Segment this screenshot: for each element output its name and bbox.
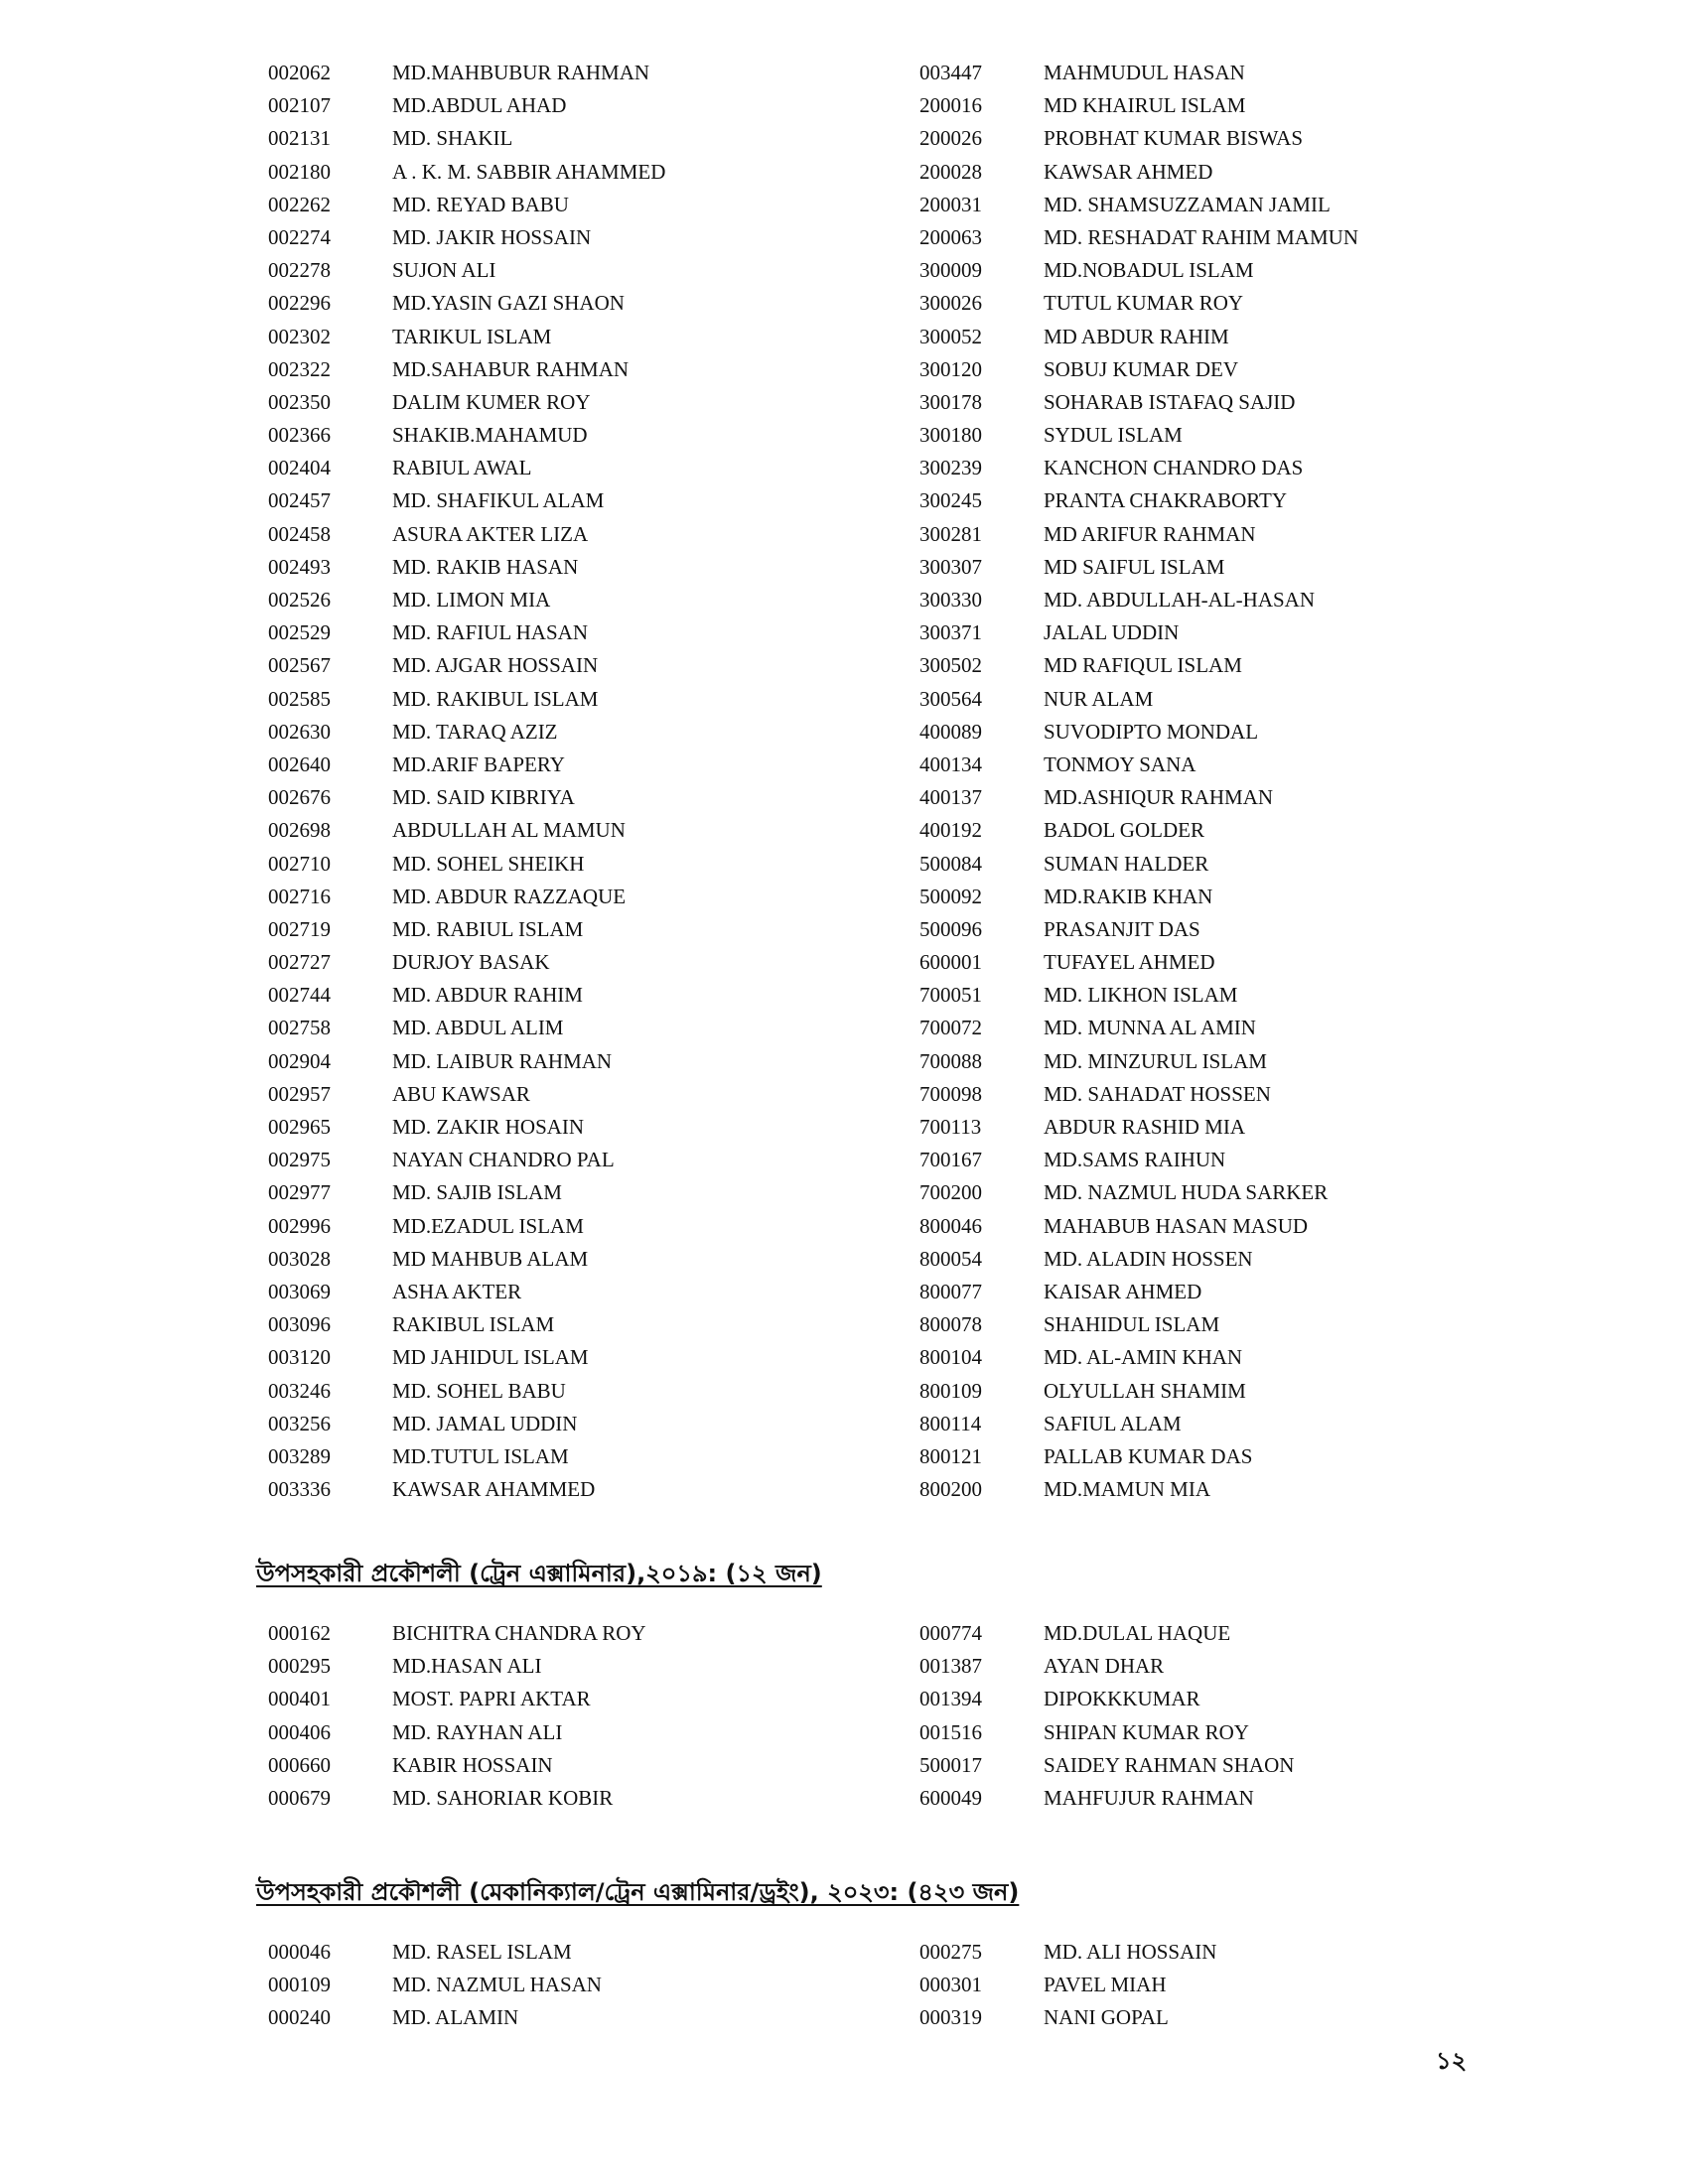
roll-number: 400137	[919, 785, 982, 810]
candidate-name: SHAHIDUL ISLAM	[1044, 1312, 1220, 1337]
candidate-list-3	[256, 1936, 1487, 2035]
candidate-list-2	[256, 1617, 1487, 1815]
candidate-name: SHAKIB.MAHAMUD	[392, 423, 588, 448]
roll-number: 000109	[268, 1973, 331, 1997]
candidate-name: MD. LAIBUR RAHMAN	[392, 1048, 613, 1073]
roll-number: 002996	[268, 1213, 331, 1238]
table-row	[256, 122, 1487, 155]
roll-number: 400089	[919, 719, 982, 744]
table-row	[256, 1936, 1487, 1969]
table-row	[256, 321, 1487, 353]
table-row	[256, 1969, 1487, 2001]
roll-number: 000406	[268, 1719, 331, 1744]
roll-number: 800078	[919, 1312, 982, 1337]
candidate-name: SUVODIPTO MONDAL	[1044, 719, 1259, 744]
table-row	[256, 1440, 1487, 1473]
roll-number: 000301	[919, 1973, 982, 1997]
candidate-name: TUFAYEL AHMED	[1044, 950, 1215, 975]
table-row	[256, 814, 1487, 847]
candidate-name: MD. SHAMSUZZAMAN JAMIL	[1044, 192, 1331, 216]
table-row	[256, 1782, 1487, 1815]
candidate-name: MD. RAKIB HASAN	[392, 554, 579, 579]
candidate-name: MD.EZADUL ISLAM	[392, 1213, 584, 1238]
roll-number: 002567	[268, 653, 331, 678]
candidate-name: MD.RAKIB KHAN	[1044, 884, 1213, 908]
candidate-name: MD.SAHABUR RAHMAN	[392, 356, 630, 381]
roll-number: 002698	[268, 818, 331, 843]
table-row	[256, 287, 1487, 320]
table-row	[256, 1617, 1487, 1650]
roll-number: 002640	[268, 751, 331, 776]
candidate-name: KAWSAR AHAMMED	[392, 1477, 596, 1502]
candidate-name: MD. SHAKIL	[392, 126, 513, 151]
candidate-name: MD. NAZMUL HUDA SARKER	[1044, 1180, 1329, 1205]
roll-number: 003256	[268, 1411, 331, 1435]
page-number: ১২	[1436, 2047, 1468, 2075]
candidate-name: DALIM KUMER ROY	[392, 389, 591, 414]
table-row	[256, 716, 1487, 749]
candidate-name: MD. RAFIUL HASAN	[392, 620, 588, 645]
table-row	[256, 221, 1487, 254]
table-row	[256, 1308, 1487, 1341]
roll-number: 002965	[268, 1115, 331, 1139]
table-row	[256, 353, 1487, 386]
roll-number: 700072	[919, 1016, 982, 1040]
table-row	[256, 254, 1487, 287]
roll-number: 200016	[919, 93, 982, 118]
candidate-name: MD. NAZMUL HASAN	[392, 1973, 602, 1997]
roll-number: 002302	[268, 324, 331, 348]
roll-number: 002716	[268, 884, 331, 908]
candidate-name: KABIR HOSSAIN	[392, 1752, 553, 1777]
candidate-name: MD.MAHBUBUR RAHMAN	[392, 61, 650, 84]
roll-number: 002676	[268, 785, 331, 810]
roll-number: 700200	[919, 1180, 982, 1205]
roll-number: 800114	[919, 1411, 982, 1435]
table-row	[256, 551, 1487, 584]
roll-number: 002062	[268, 61, 331, 84]
candidate-name: PAVEL MIAH	[1044, 1973, 1167, 1997]
roll-number: 002727	[268, 950, 331, 975]
roll-number: 000162	[268, 1621, 331, 1645]
roll-number: 300307	[919, 554, 982, 579]
roll-number: 300026	[919, 291, 982, 316]
table-row	[256, 1716, 1487, 1749]
candidate-name: MD. ABDUR RAZZAQUE	[392, 884, 627, 908]
candidate-name: MD. SAID KIBRIYA	[392, 785, 575, 810]
table-row	[256, 1012, 1487, 1044]
candidate-name: MD RAFIQUL ISLAM	[1044, 653, 1242, 678]
candidate-name: MD. TARAQ AZIZ	[392, 719, 558, 744]
roll-number: 000774	[919, 1621, 982, 1645]
roll-number: 800046	[919, 1213, 982, 1238]
table-row	[256, 1144, 1487, 1176]
roll-number: 800109	[919, 1378, 982, 1403]
table-row	[256, 649, 1487, 682]
roll-number: 400192	[919, 818, 982, 843]
candidate-name: MD. ALI HOSSAIN	[1044, 1940, 1217, 1964]
table-row	[256, 1375, 1487, 1408]
section-heading-mechanical-2023: উপসহকারী প্রকৌশলী (মেকানিক্যাল/ট্রেন এক্সামিনার/ড্রইং), ২০২৩: (৪২৩ জন)	[256, 1878, 1020, 1906]
candidate-name: A . K. M. SABBIR AHAMMED	[392, 159, 666, 184]
roll-number: 300330	[919, 588, 982, 612]
roll-number: 800104	[919, 1345, 982, 1370]
roll-number: 002758	[268, 1016, 331, 1040]
roll-number: 800121	[919, 1443, 982, 1468]
candidate-name: PRASANJIT DAS	[1044, 916, 1200, 941]
roll-number: 700088	[919, 1048, 982, 1073]
roll-number: 300052	[919, 324, 982, 348]
candidate-name: RAKIBUL ISLAM	[392, 1312, 555, 1337]
roll-number: 001516	[919, 1719, 982, 1744]
roll-number: 003069	[268, 1279, 331, 1303]
candidate-name: MD. ABDUR RAHIM	[392, 983, 583, 1008]
roll-number: 002107	[268, 93, 331, 118]
roll-number: 800200	[919, 1477, 982, 1502]
roll-number: 200026	[919, 126, 982, 151]
table-row	[256, 386, 1487, 419]
table-row	[256, 57, 1487, 89]
roll-number: 600001	[919, 950, 982, 975]
roll-number: 002262	[268, 192, 331, 216]
candidate-name: TARIKUL ISLAM	[392, 324, 552, 348]
roll-number: 002719	[268, 916, 331, 941]
roll-number: 003096	[268, 1312, 331, 1337]
candidate-name: MD. JAMAL UDDIN	[392, 1411, 578, 1435]
roll-number: 300178	[919, 389, 982, 414]
candidate-name: MAHMUDUL HASAN	[1044, 61, 1245, 84]
candidate-name: SYDUL ISLAM	[1044, 423, 1183, 448]
roll-number: 300281	[919, 521, 982, 546]
candidate-name: MD JAHIDUL ISLAM	[392, 1345, 589, 1370]
roll-number: 002296	[268, 291, 331, 316]
roll-number: 002585	[268, 686, 331, 711]
candidate-name: SUJON ALI	[392, 258, 496, 283]
table-row	[256, 189, 1487, 221]
table-row	[256, 2001, 1487, 2034]
candidate-name: MD. LIMON MIA	[392, 588, 551, 612]
candidate-name: MD. MINZURUL ISLAM	[1044, 1048, 1267, 1073]
candidate-name: MAHFUJUR RAHMAN	[1044, 1785, 1254, 1810]
table-row	[256, 584, 1487, 616]
candidate-name: ABDULLAH AL MAMUN	[392, 818, 626, 843]
candidate-name: MD.MAMUN MIA	[1044, 1477, 1211, 1502]
candidate-name: MD. JAKIR HOSSAIN	[392, 224, 592, 249]
candidate-name: MOST. PAPRI AKTAR	[392, 1687, 591, 1711]
roll-number: 003289	[268, 1443, 331, 1468]
roll-number: 002180	[268, 159, 331, 184]
table-row	[256, 781, 1487, 814]
candidate-name: KAWSAR AHMED	[1044, 159, 1213, 184]
roll-number: 002350	[268, 389, 331, 414]
roll-number: 002526	[268, 588, 331, 612]
roll-number: 000046	[268, 1940, 331, 1964]
roll-number: 300180	[919, 423, 982, 448]
candidate-name: TUTUL KUMAR ROY	[1044, 291, 1244, 316]
table-row	[256, 881, 1487, 913]
candidate-name: MD. RAKIBUL ISLAM	[392, 686, 599, 711]
candidate-name: MD. ABDUL ALIM	[392, 1016, 564, 1040]
candidate-list-1	[256, 57, 1487, 1506]
candidate-name: NANI GOPAL	[1044, 2005, 1169, 2030]
table-row	[256, 749, 1487, 781]
candidate-name: MD. ABDULLAH-AL-HASAN	[1044, 588, 1315, 612]
candidate-name: MD ABDUR RAHIM	[1044, 324, 1229, 348]
table-row	[256, 1473, 1487, 1506]
roll-number: 002322	[268, 356, 331, 381]
table-row	[256, 1078, 1487, 1111]
candidate-name: ASURA AKTER LIZA	[392, 521, 589, 546]
table-row	[256, 1210, 1487, 1243]
candidate-name: MD. SHAFIKUL ALAM	[392, 488, 605, 513]
roll-number: 800077	[919, 1279, 982, 1303]
candidate-name: MD.DULAL HAQUE	[1044, 1621, 1231, 1645]
roll-number: 002274	[268, 224, 331, 249]
roll-number: 000240	[268, 2005, 331, 2030]
candidate-name: AYAN DHAR	[1044, 1654, 1165, 1679]
table-row	[256, 1111, 1487, 1144]
table-row	[256, 1276, 1487, 1308]
candidate-name: MD. ZAKIR HOSAIN	[392, 1115, 585, 1139]
candidate-name: KANCHON CHANDRO DAS	[1044, 456, 1304, 480]
candidate-name: BADOL GOLDER	[1044, 818, 1204, 843]
roll-number: 200028	[919, 159, 982, 184]
candidate-name: BICHITRA CHANDRA ROY	[392, 1621, 646, 1645]
roll-number: 002630	[268, 719, 331, 744]
table-row	[256, 1341, 1487, 1374]
table-row	[256, 979, 1487, 1012]
roll-number: 300502	[919, 653, 982, 678]
candidate-name: MD. SAHADAT HOSSEN	[1044, 1081, 1271, 1106]
table-row	[256, 1045, 1487, 1078]
candidate-name: MD.SAMS RAIHUN	[1044, 1148, 1226, 1172]
candidate-name: MD. SAJIB ISLAM	[392, 1180, 562, 1205]
candidate-name: PRANTA CHAKRABORTY	[1044, 488, 1288, 513]
roll-number: 500017	[919, 1752, 982, 1777]
table-row	[256, 419, 1487, 452]
candidate-name: ABU KAWSAR	[392, 1081, 530, 1106]
roll-number: 002904	[268, 1048, 331, 1073]
table-row	[256, 1408, 1487, 1440]
roll-number: 300120	[919, 356, 982, 381]
roll-number: 002278	[268, 258, 331, 283]
roll-number: 001394	[919, 1687, 982, 1711]
table-row	[256, 452, 1487, 484]
candidate-name: MD.YASIN GAZI SHAON	[392, 291, 625, 316]
roll-number: 200063	[919, 224, 982, 249]
roll-number: 003120	[268, 1345, 331, 1370]
table-row	[256, 1749, 1487, 1782]
candidate-name: MD.ARIF BAPERY	[392, 751, 565, 776]
roll-number: 000679	[268, 1785, 331, 1810]
roll-number: 800054	[919, 1246, 982, 1271]
candidate-name: MD. RAYHAN ALI	[392, 1719, 563, 1744]
candidate-name: SAFIUL ALAM	[1044, 1411, 1182, 1435]
roll-number: 400134	[919, 751, 982, 776]
roll-number: 200031	[919, 192, 982, 216]
candidate-name: MD SAIFUL ISLAM	[1044, 554, 1225, 579]
roll-number: 002493	[268, 554, 331, 579]
candidate-name: MD.NOBADUL ISLAM	[1044, 258, 1254, 283]
roll-number: 700051	[919, 983, 982, 1008]
candidate-name: MD. RASEL ISLAM	[392, 1940, 572, 1964]
table-row	[256, 946, 1487, 979]
candidate-name: MD. AJGAR HOSSAIN	[392, 653, 599, 678]
candidate-name: TONMOY SANA	[1044, 751, 1196, 776]
roll-number: 300564	[919, 686, 982, 711]
roll-number: 700098	[919, 1081, 982, 1106]
roll-number: 300371	[919, 620, 982, 645]
candidate-name: MD. LIKHON ISLAM	[1044, 983, 1238, 1008]
candidate-name: MD.HASAN ALI	[392, 1654, 542, 1679]
roll-number: 002131	[268, 126, 331, 151]
candidate-name: SAIDEY RAHMAN SHAON	[1044, 1752, 1295, 1777]
table-row	[256, 1683, 1487, 1715]
candidate-name: SOBUJ KUMAR DEV	[1044, 356, 1239, 381]
roll-number: 003246	[268, 1378, 331, 1403]
table-row	[256, 848, 1487, 881]
candidate-name: DIPOKKKUMAR	[1044, 1687, 1200, 1711]
table-row	[256, 1176, 1487, 1209]
candidate-name: MD ARIFUR RAHMAN	[1044, 521, 1256, 546]
table-row	[256, 156, 1487, 189]
roll-number: 002710	[268, 851, 331, 876]
roll-number: 500092	[919, 884, 982, 908]
candidate-name: PALLAB KUMAR DAS	[1044, 1443, 1253, 1468]
roll-number: 300009	[919, 258, 982, 283]
roll-number: 002458	[268, 521, 331, 546]
roll-number: 700113	[919, 1115, 982, 1139]
candidate-name: MD. SOHEL SHEIKH	[392, 851, 585, 876]
roll-number: 500096	[919, 916, 982, 941]
roll-number: 300245	[919, 488, 982, 513]
candidate-name: MAHABUB HASAN MASUD	[1044, 1213, 1309, 1238]
roll-number: 002457	[268, 488, 331, 513]
roll-number: 000295	[268, 1654, 331, 1679]
candidate-name: ASHA AKTER	[392, 1279, 522, 1303]
candidate-name: MD. AL-AMIN KHAN	[1044, 1345, 1243, 1370]
candidate-name: MD MAHBUB ALAM	[392, 1246, 589, 1271]
roll-number: 002957	[268, 1081, 331, 1106]
candidate-name: ABDUR RASHID MIA	[1044, 1115, 1246, 1139]
roll-number: 000401	[268, 1687, 331, 1711]
candidate-name: RABIUL AWAL	[392, 456, 532, 480]
candidate-name: SOHARAB ISTAFAQ SAJID	[1044, 389, 1296, 414]
roll-number: 300239	[919, 456, 982, 480]
candidate-name: MD. SOHEL BABU	[392, 1378, 566, 1403]
candidate-name: NUR ALAM	[1044, 686, 1154, 711]
candidate-name: MD. SAHORIAR KOBIR	[392, 1785, 614, 1810]
candidate-name: MD KHAIRUL ISLAM	[1044, 93, 1246, 118]
table-row	[256, 89, 1487, 122]
candidate-name: PROBHAT KUMAR BISWAS	[1044, 126, 1304, 151]
roll-number: 003447	[919, 61, 982, 84]
candidate-name: OLYULLAH SHAMIM	[1044, 1378, 1246, 1403]
roll-number: 600049	[919, 1785, 982, 1810]
candidate-name: SUMAN HALDER	[1044, 851, 1209, 876]
roll-number: 700167	[919, 1148, 982, 1172]
roll-number: 000319	[919, 2005, 982, 2030]
candidate-name: MD. RABIUL ISLAM	[392, 916, 584, 941]
roll-number: 002529	[268, 620, 331, 645]
table-row	[256, 683, 1487, 716]
candidate-name: KAISAR AHMED	[1044, 1279, 1202, 1303]
roll-number: 002404	[268, 456, 331, 480]
roll-number: 000275	[919, 1940, 982, 1964]
section-heading-train-examiner-2019: উপসহকারী প্রকৌশলী (ট্রেন এক্সামিনার),২০১৯: (১২ জন)	[256, 1560, 822, 1587]
candidate-name: MD. RESHADAT RAHIM MAMUN	[1044, 224, 1358, 249]
roll-number: 000660	[268, 1752, 331, 1777]
candidate-name: MD. REYAD BABU	[392, 192, 569, 216]
candidate-name: NAYAN CHANDRO PAL	[392, 1148, 615, 1172]
roll-number: 001387	[919, 1654, 982, 1679]
candidate-name: MD. MUNNA AL AMIN	[1044, 1016, 1256, 1040]
table-row	[256, 913, 1487, 946]
roll-number: 003028	[268, 1246, 331, 1271]
roll-number: 500084	[919, 851, 982, 876]
candidate-name: DURJOY BASAK	[392, 950, 550, 975]
candidate-name: JALAL UDDIN	[1044, 620, 1180, 645]
table-row	[256, 518, 1487, 551]
candidate-name: MD.ABDUL AHAD	[392, 93, 567, 118]
roll-number: 003336	[268, 1477, 331, 1502]
candidate-name: MD. ALADIN HOSSEN	[1044, 1246, 1253, 1271]
candidate-name: SHIPAN KUMAR ROY	[1044, 1719, 1249, 1744]
candidate-name: MD.ASHIQUR RAHMAN	[1044, 785, 1274, 810]
table-row	[256, 1243, 1487, 1276]
roll-number: 002977	[268, 1180, 331, 1205]
roll-number: 002744	[268, 983, 331, 1008]
table-row	[256, 484, 1487, 517]
candidate-name: MD.TUTUL ISLAM	[392, 1443, 569, 1468]
candidate-name: MD. ALAMIN	[392, 2005, 519, 2030]
table-row	[256, 1650, 1487, 1683]
roll-number: 002975	[268, 1148, 331, 1172]
table-row	[256, 616, 1487, 649]
roll-number: 002366	[268, 423, 331, 448]
